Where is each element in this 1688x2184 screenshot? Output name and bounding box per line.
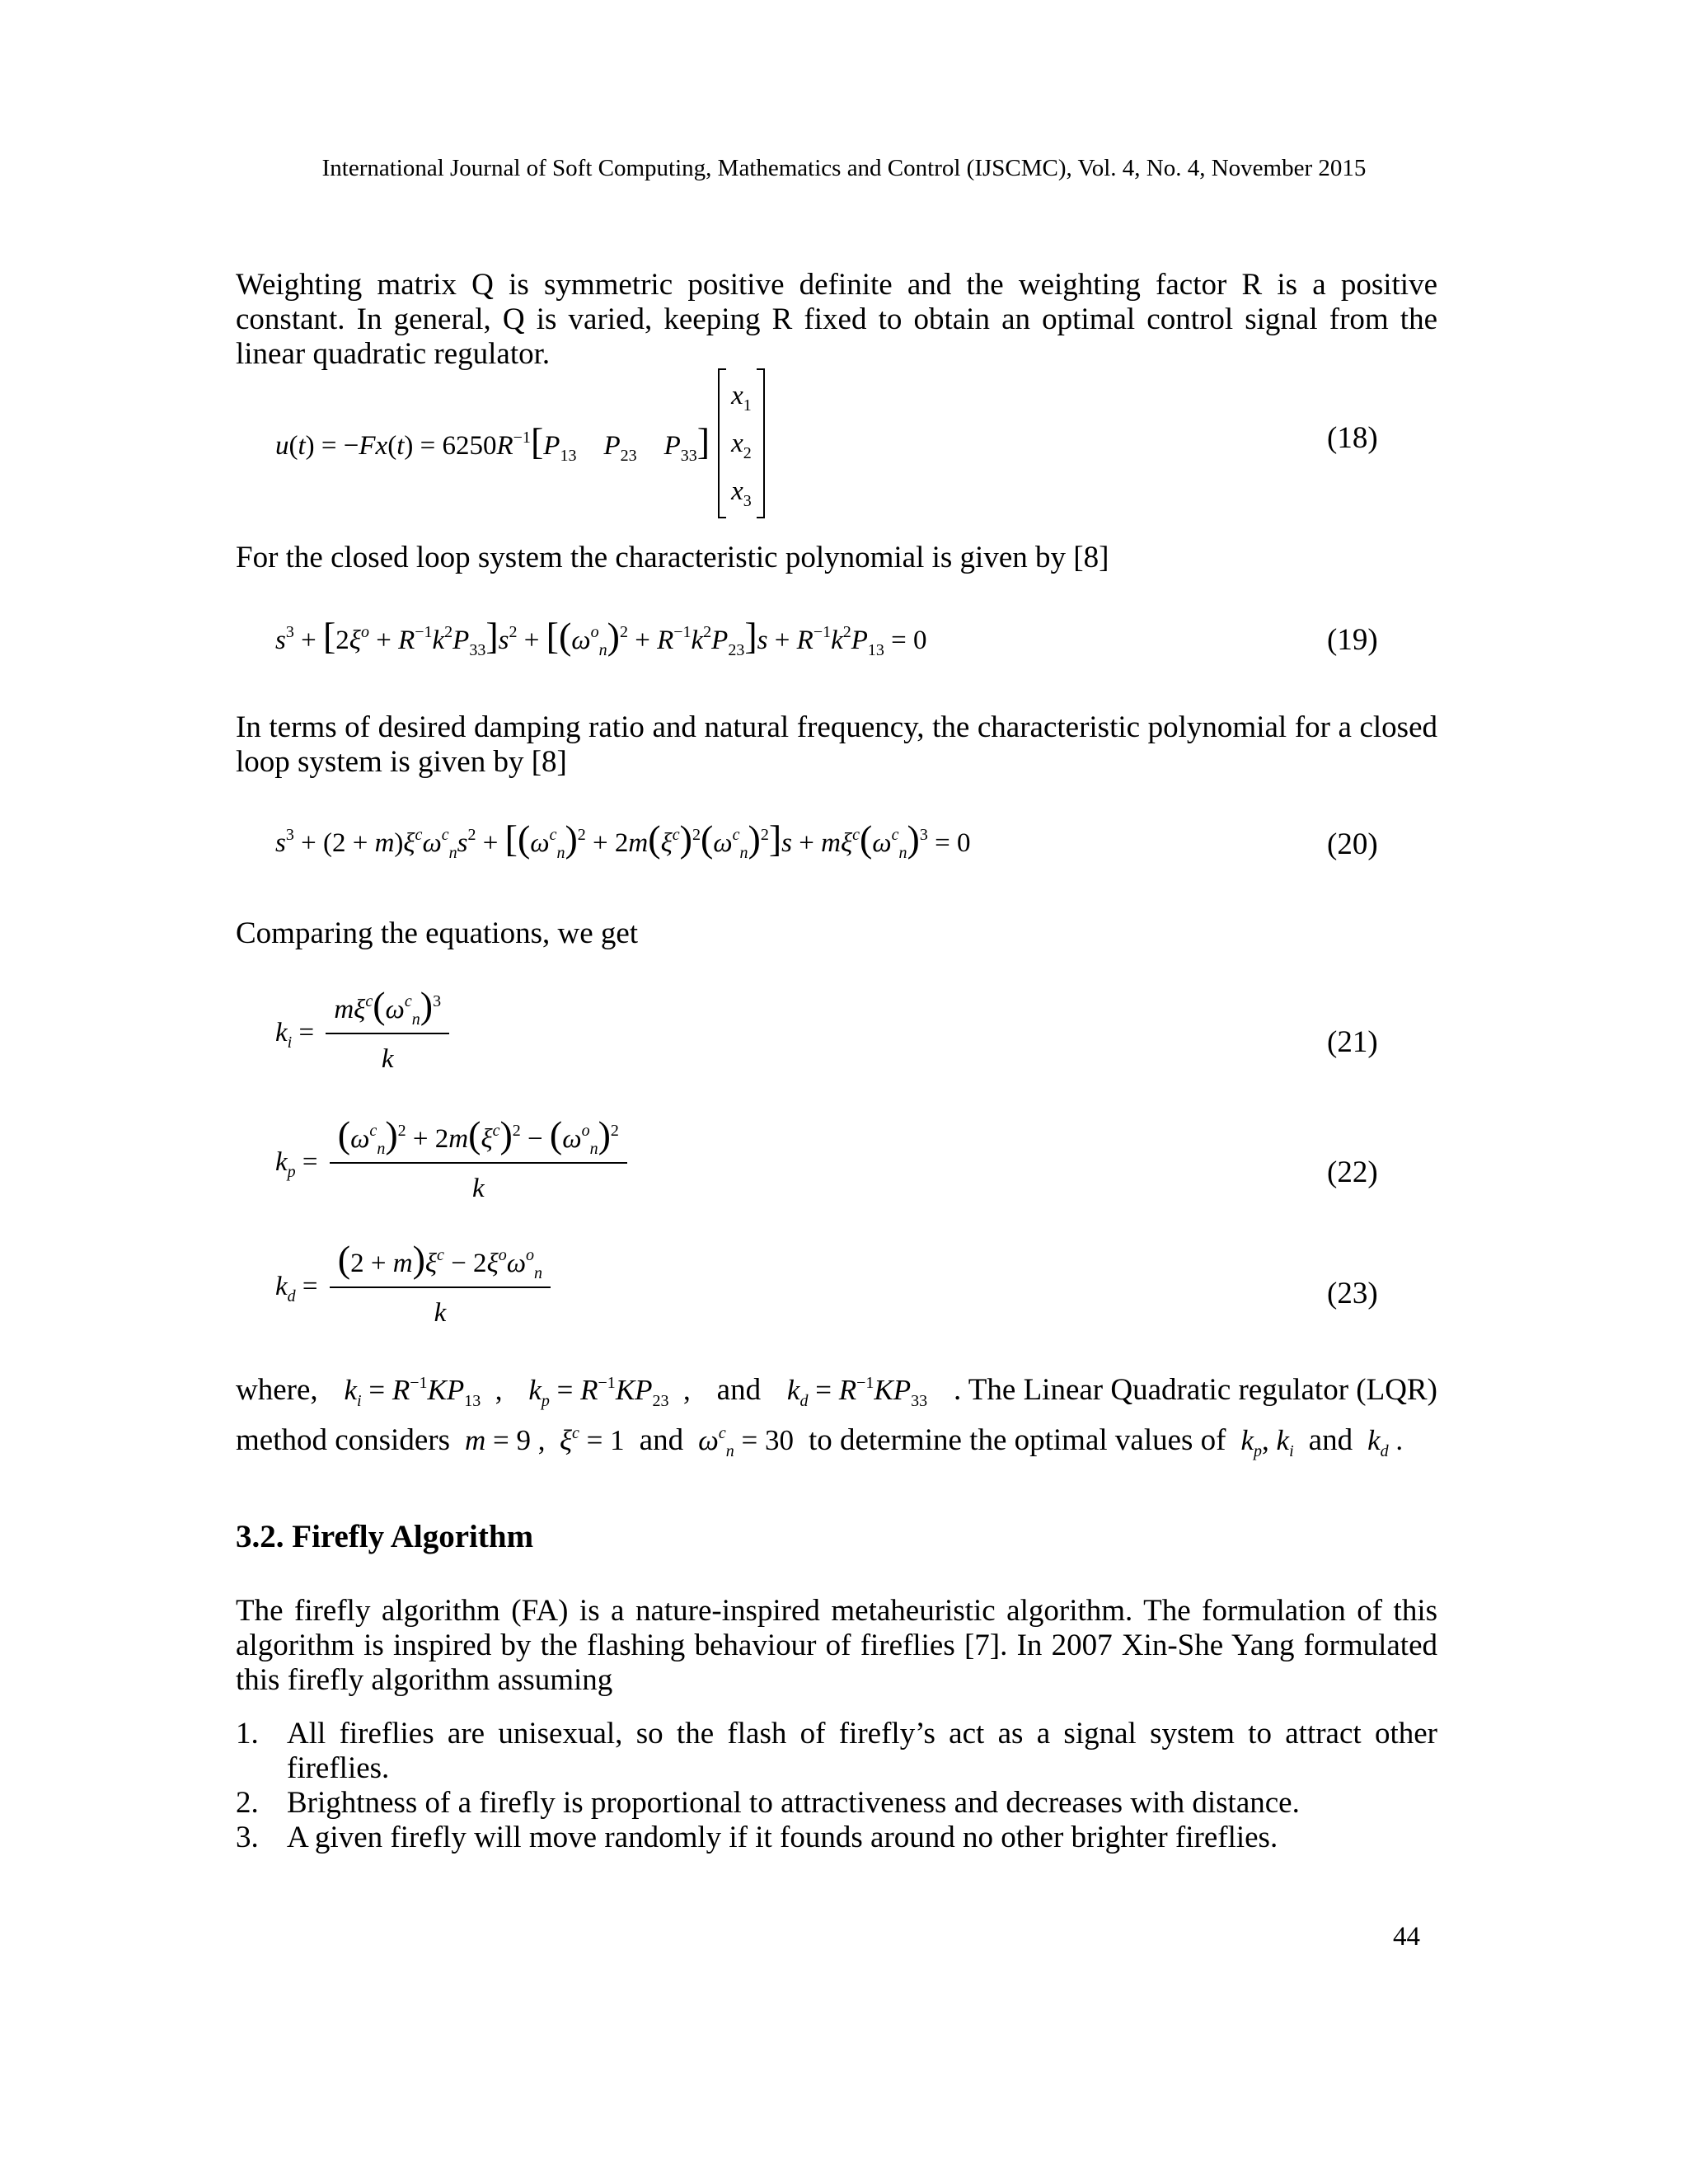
list-item: 1. All fireflies are unisexual, so the flash of firefly’s act as a signal system to attract other fireflies.: [236, 1717, 1437, 1785]
paragraph-comparing: Comparing the equations, we get: [236, 916, 639, 950]
ki-definition: $k_i = R^{-1}KP_{13}$ ,: [344, 1374, 503, 1410]
lqr-tail: . The Linear Quadratic regulator (LQR): [953, 1373, 1437, 1407]
equation-number-20: (20): [1327, 827, 1378, 861]
equation-23: $k_d$ = $\frac{(2 + m)\xi^c - 2\xi^o\omega^o_n}{k}$: [275, 1243, 551, 1329]
paragraph-method-considers: [236, 1423, 1437, 1458]
list-item: 3. A given firefly will move randomly if it founds around no other brighter fireflies.: [236, 1821, 1278, 1854]
method-considers-label: method considers: [236, 1423, 450, 1457]
equation-number-23: (23): [1327, 1277, 1378, 1310]
equation-number-19: (19): [1327, 623, 1378, 657]
paragraph-where: [236, 1373, 1437, 1408]
gains-list: $k_p$, $k_i$: [1240, 1424, 1294, 1460]
equation-22: $k_p$ = $\frac{(\omega^c_n)^2 + 2m(\xi^c)^2 - (\omega^o_n)^2}{k}$: [275, 1118, 627, 1205]
equation-20: $s^3 + (2 + m)\xi^c\omega^c_ns^2 + [(\omega^c_n)^2 + 2m(\xi^c)^2(\omega^c_n)^2]s + m\xi^c(\omega^c_n)^3 = 0$: [275, 818, 971, 862]
kd-definition: $k_d = R^{-1}KP_{33}$: [786, 1374, 928, 1410]
m-value: m = 9 , $\xi^c = 1$: [464, 1424, 632, 1456]
paragraph-desired-damping: In terms of desired damping ratio and natural frequency, the characteristic polynomial for a closed loop system is given by [8]: [236, 710, 1437, 779]
paragraph-weighting-matrix: Weighting matrix Q is symmetric positive definite and the weighting factor R is a positive constant. In general, Q is varied, keeping R fixed to obtain an optimal control signal from the linear quadratic regulator.: [236, 268, 1437, 371]
assumptions-list: [236, 1717, 1437, 1855]
page-number: 44: [1393, 1922, 1420, 1952]
equation-21: $k_i$ = $\frac{m\xi^c(\omega^c_n)^3}{k}$: [275, 989, 449, 1076]
equation-19: $s^3 + [2\xi^o + R^{-1}k^2P_{33}]s^2 + [(\omega^o_n)^2 + R^{-1}k^2P_{23}]s + R^{-1}k^2P_{13} = 0$: [275, 615, 927, 659]
where-label: where,: [236, 1373, 318, 1407]
omega-value: $\omega^c_n = 30$: [698, 1424, 801, 1460]
equation-number-22: (22): [1327, 1155, 1378, 1189]
equation-number-21: (21): [1327, 1025, 1378, 1059]
kd-symbol: $k_d$ .: [1367, 1424, 1404, 1460]
optimal-values-label: to determine the optimal values of: [808, 1423, 1226, 1457]
paragraph-firefly-intro: The firefly algorithm (FA) is a nature-inspired metaheuristic algorithm. The formulation of this algorithm is inspired by the flashing behaviour of fireflies [7]. In 2007 Xin-She Yang formulated this firefly algorithm assuming: [236, 1594, 1437, 1697]
equation-number-18: (18): [1327, 421, 1378, 455]
paragraph-closed-loop: For the closed loop system the characteristic polynomial is given by [8]: [236, 541, 1109, 574]
state-vector-matrix: $x_1$ $x_2$ $x_3$: [718, 368, 765, 518]
and-label-2: and: [639, 1423, 684, 1457]
list-item: 2. Brightness of a firefly is proportional to attractiveness and decreases with distance.: [236, 1786, 1300, 1820]
equation-18: $u(t) = -Fx(t) = 6250R^{-1}[P_{13}$ $P_{23}$ $P_{33}$] $x_1$ $x_2$ $x_3$: [275, 377, 765, 509]
section-heading: 3.2. Firefly Algorithm: [236, 1519, 534, 1554]
running-head: International Journal of Soft Computing, Mathematics and Control (IJSCMC), Vol. 4, No. 4, November 2015: [321, 155, 1367, 181]
and-label-3: and: [1308, 1423, 1353, 1457]
kp-definition: $k_p = R^{-1}KP_{23}$ ,: [528, 1374, 691, 1410]
and-label-1: and: [716, 1373, 762, 1407]
